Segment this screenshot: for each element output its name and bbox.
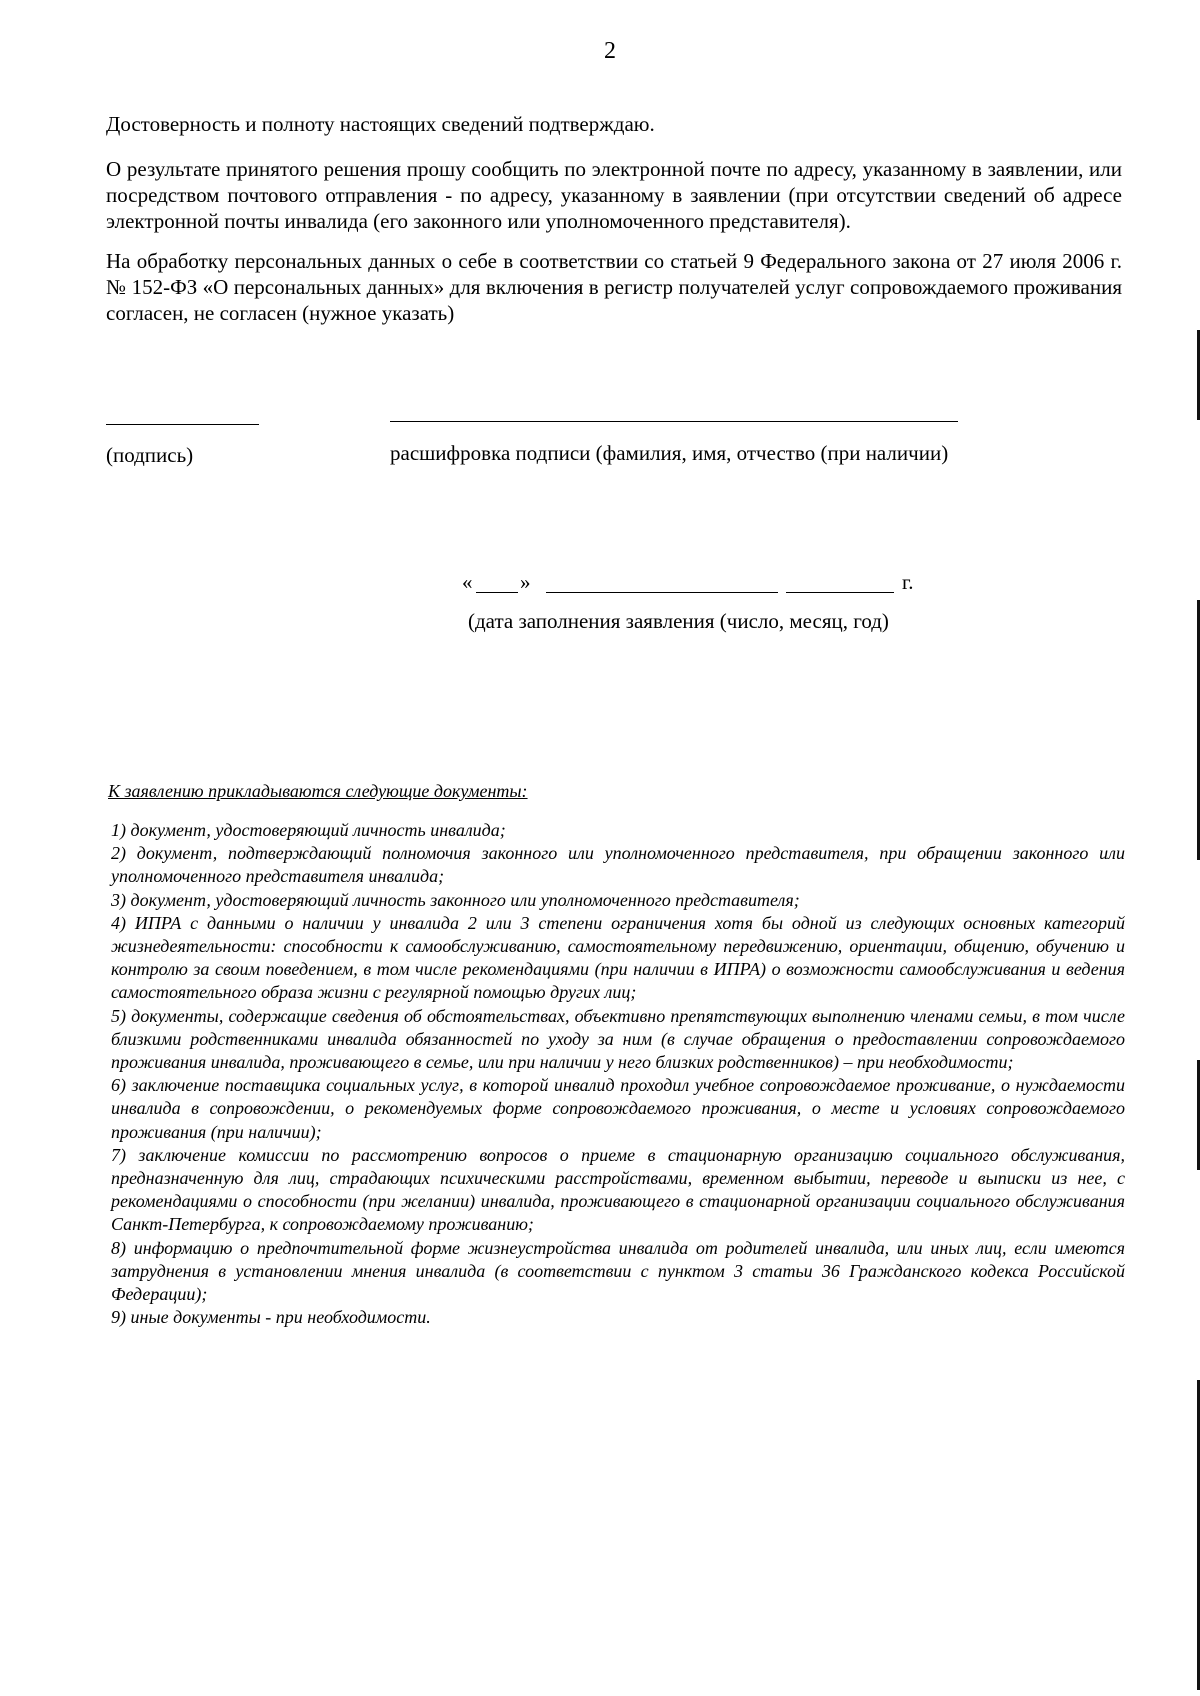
date-caption: (дата заполнения заявления (число, месяц, год) <box>468 609 889 633</box>
date-open-quote: « <box>462 570 473 594</box>
list-item: 1) документ, удостоверяющий личность инвалида; <box>111 820 506 840</box>
paragraph-text: О результате принятого решения прошу сообщить по электронной почте по адресу, указанному в заявлении, или посредством почтового отправления - по адресу, указанному в заявлении (при отсутствии сведений об адресе электронной почты инвалида (его законного или уполномоченного представителя). <box>106 157 1122 233</box>
year-suffix: г. <box>902 570 914 594</box>
documents-list <box>111 819 1125 1329</box>
list-item: 6) заключение поставщика социальных услуг, в которой инвалид проходил учебное сопровождаемое проживание, о нуждаемости инвалида в сопровождении, о рекомендуемых форме сопровождаемого проживания, о месте и условиях сопровождаемого проживания (при наличии); <box>111 1075 1125 1142</box>
list-item: 3) документ, удостоверяющий личность законного или уполномоченного представителя; <box>111 889 800 910</box>
day-blank-line <box>476 592 518 593</box>
list-item: 2) документ, подтверждающий полномочия законного или уполномоченного представителя, при обращении законного или уполномоченного представителя инвалида; <box>111 843 1125 887</box>
notification-paragraph <box>106 156 1122 234</box>
documents-list-title: К заявлению прикладываются следующие документы: <box>108 781 528 801</box>
signature-line <box>106 424 259 425</box>
list-item: 7) заключение комиссии по рассмотрению вопросов о приеме в стационарную организацию социального обслуживания, предназначенную для лиц, страдающих психическими расстройствами, временном выбытии, переводе и выписки из нее, с рекомендациями о способности (при желании) инвалида, проживающего в стационарной организации социального обслуживания Санкт-Петербурга, к сопровождаемому проживанию; <box>111 1144 1125 1235</box>
personal-data-consent-paragraph <box>106 248 1122 326</box>
signature-caption: (подпись) <box>106 443 194 467</box>
confirmation-paragraph <box>106 111 1122 137</box>
list-item: 8) информацию о предпочтительной форме жизнеустройства инвалида от родителей инвалида, или иных лиц, если имеются затруднения в установлении мнения инвалида (в соответствии с пунктом 3 статьи 36 Гражданского кодекса Российской Федерации); <box>111 1237 1125 1305</box>
year-blank-line <box>786 592 894 593</box>
page-number: 2 <box>604 38 616 64</box>
paragraph-text: Достоверность и полноту настоящих сведений подтверждаю. <box>106 112 655 136</box>
list-item: 9) иные документы - при необходимости. <box>111 1307 431 1328</box>
name-decoding-caption: расшифровка подписи (фамилия, имя, отчество (при наличии) <box>390 441 949 465</box>
list-item: 5) документы, содержащие сведения об обстоятельствах, объективно препятствующих выполнению членами семьи, в том числе близкими родственниками инвалида обязанностей по уходу за ним (в случае обращения о предоставлении сопровождаемого проживания инвалида, проживающего в семье, или при наличии у него близких родственников) – при необходимости; <box>111 1005 1125 1073</box>
list-item: 4) ИПРА с данными о наличии у инвалида 2 или 3 степени ограничения хотя бы одной из следующих основных категорий жизнедеятельности: способности к самообслуживанию, самостоятельному передвижению, ориентации, общению, обучению и контролю за своим поведением, в том числе рекомендациями (при наличии в ИПРА) о возможности самообслуживания и ведения самостоятельного образа жизни с регулярной помощью других лиц; <box>111 912 1125 1003</box>
paragraph-text: На обработку персональных данных о себе в соответствии со статьей 9 Федерального закона от 27 июля 2006 г. № 152-ФЗ «О персональных данных» для включения в регистр получателей услуг сопровождаемого проживания согласен, не согласен (нужное указать) <box>106 249 1122 325</box>
date-close-quote: » <box>520 570 531 594</box>
month-blank-line <box>546 592 778 593</box>
name-decoding-line <box>390 421 958 422</box>
